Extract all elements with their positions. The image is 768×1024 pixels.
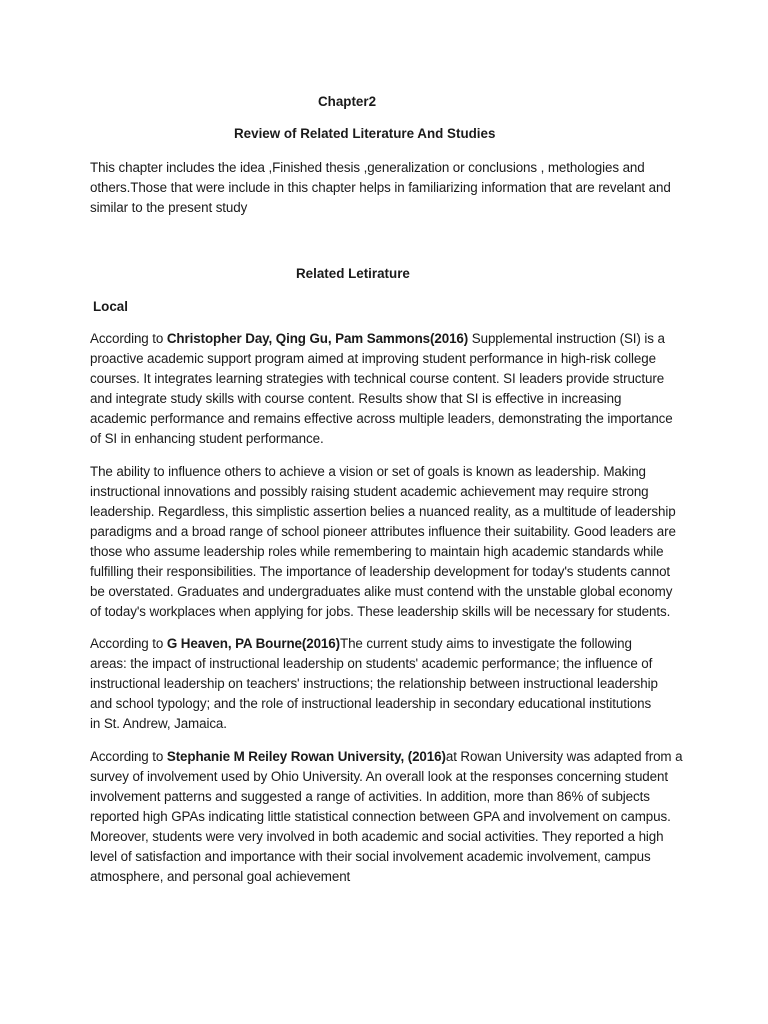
- paragraph-prefix: According to: [90, 749, 167, 764]
- author-citation: G Heaven, PA Bourne(2016): [166, 636, 340, 651]
- paragraph-day-gu-sammons: [90, 329, 680, 449]
- intro-paragraph: This chapter includes the idea ,Finished thesis ,generalization or conclusions , methologies and others.Those that were include in this chapter helps in familiarizing information that are revelant and similar to the present study: [90, 160, 671, 215]
- paragraph-prefix: According to: [90, 636, 167, 651]
- paragraph-prefix: According to: [90, 331, 167, 346]
- paragraph-body: Supplemental instruction (SI) is a proactive academic support program aimed at improving student performance in high-risk college courses. It integrates learning strategies with technical course content. SI leaders provide structure and integrate study skills with course content. Results show that SI is effective in increasing academic performance and remains effective across multiple leaders, demonstrating the importance of SI in enhancing student performance.: [90, 331, 673, 446]
- paragraph-reiley: [90, 747, 686, 887]
- paragraph-body: at Rowan University was adapted from a survey of involvement used by Ohio University. An overall look at the responses concerning student involvement patterns and suggested a range of activities. In addition, more than 86% of subjects reported high GPAs indicating little statistical connection between GPA and involvement on campus. Moreover, students were very involved in both academic and social activities. They reported a high level of satisfaction and importance with their social involvement academic involvement, campus atmosphere, and personal goal achievement: [90, 749, 683, 884]
- subsection-title: Local: [93, 299, 128, 314]
- paragraph-body: The current study aims to investigate the following areas: the impact of instructional leadership on students' academic performance; the influence of instructional leadership on teachers' instructions; the relationship between instructional leadership and school typology; and the role of instructional leadership in secondary educational institutions in St. Andrew, Jamaica.: [90, 636, 658, 731]
- author-citation: Christopher Day, Qing Gu, Pam Sammons(2016): [166, 331, 469, 346]
- chapter-title: Review of Related Literature And Studies: [234, 126, 496, 141]
- author-citation: Stephanie M Reiley Rowan University, (2016): [166, 749, 446, 764]
- section-title: Related Letirature: [296, 266, 410, 281]
- paragraph-heaven-bourne: [90, 634, 662, 734]
- chapter-number: Chapter2: [318, 94, 377, 109]
- paragraph-body: The ability to influence others to achieve a vision or set of goals is known as leadership. Making instructional innovations and possibly raising student academic achievement may require strong leadership. Regardless, this simplistic assertion belies a nuanced reality, as a multitude of leadership paradigms and a broad range of school pioneer attributes influence their suitability. Good leaders are those who assume leadership roles while remembering to maintain high academic standards while fulfilling their responsibilities. The importance of leadership development for today's students cannot be overstated. Graduates and undergraduates alike must contend with the unstable global economy of today's workplaces when applying for jobs. These leadership skills will be necessary for students.: [90, 464, 676, 619]
- paragraph-leadership: [90, 462, 682, 622]
